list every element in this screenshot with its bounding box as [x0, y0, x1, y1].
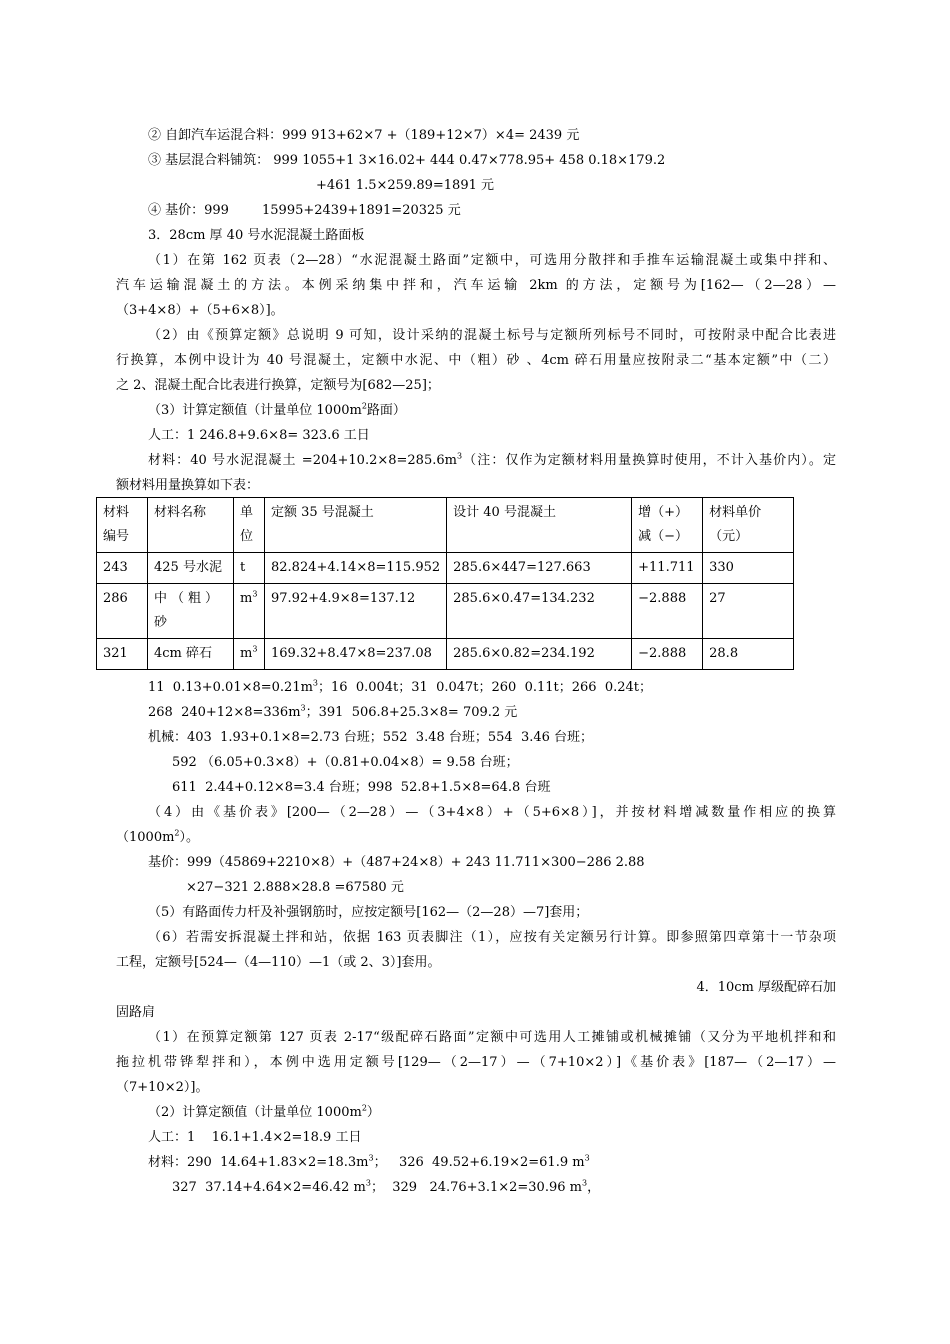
text-line: $(1000m^2)$。 [116, 828, 200, 845]
header-price: 材料单价（元） [703, 498, 794, 553]
text-line: 11 $0.13+0.01\times 8=0.21m^3$；16 0.004t；31 0.047t；260 0.11t；266 0.24t； [148, 678, 653, 695]
text-line: 基价：999（45869+2210×8）+（487+24×8）+ 243 11.711×300−286 2.88 [148, 855, 645, 870]
cell-quota35: 169.32+8.47×8=237.08 [265, 639, 447, 670]
text-line: ③ 基层混合料铺筑： 999 1055+1 3×16.02+ 444 0.47×778.95+ 458 0.18×179.2 [148, 153, 666, 168]
text-line: 之 2、混凝土配合比表进行换算，定额号为[682—25]； [116, 378, 440, 393]
text-line: +461 1.5×259.89=1891 元 [316, 178, 495, 193]
cell-delta: +11.711 [632, 553, 703, 584]
section-heading: 固路肩 [116, 1005, 156, 1020]
cell-design40: 285.6×0.47=134.232 [447, 584, 632, 639]
text-line: 327 37.14+4.64×2=46.42 $m^3$； 329 24.76+3.1×2=30.96 $m^3$， [172, 1178, 601, 1195]
text-line: （1）在预算定额第 127 页表 2-17“级配碎石路面”定额中可选用人工摊铺或机械摊铺（又分为平地机拌和和 [148, 1030, 836, 1045]
cell-quota35: 97.92+4.9×8=137.12 [265, 584, 447, 639]
cell-delta: −2.888 [632, 584, 703, 639]
cell-design40: 285.6×0.82=234.192 [447, 639, 632, 670]
section-heading: 3．28cm 厚 40 号水泥混凝土路面板 [148, 228, 365, 243]
cell-code: 243 [97, 553, 148, 584]
cell-quota35: 82.824+4.14×8=115.952 [265, 553, 447, 584]
header-name: 材料名称 [148, 498, 234, 553]
text-line: （1）在第 162 页表（2—28）“水泥混凝土路面”定额中，可选用分散拌和手推车运输混凝土或集中拌和、 [148, 253, 836, 268]
text-line: ② 自卸汽车运混合料：999 913+62×7 +（189+12×7）×4= 2439 元 [148, 128, 580, 143]
text-line: 人工：1 16.1+1.4×2=18.9 工日 [148, 1130, 362, 1145]
text-line: 额材料用量换算如下表： [116, 478, 260, 493]
table-row [97, 639, 794, 670]
header-code: 材料编号 [97, 498, 148, 553]
cell-code: 321 [97, 639, 148, 670]
text-line: （7+10×2）]。 [116, 1080, 209, 1095]
text-line: 材料：290 $14.64+1.83\times 2=18.3m^3$； 326 49.52+6.19×2=61.9 $m^3$ [148, 1153, 590, 1170]
cell-unit: t [234, 553, 265, 584]
cell-name: 425 号水泥 [148, 553, 234, 584]
text-line: 工程，定额号[524—（4—110）—1（或 2、3）]套用。 [116, 955, 441, 970]
text-line: 人工：1 246.8+9.6×8= 323.6 工日 [148, 428, 370, 443]
cell-name: 中（粗）砂 [148, 584, 234, 639]
cell-unit: $m^3$ [234, 584, 265, 639]
material-conversion-table [96, 497, 794, 670]
cell-price: 28.8 [703, 639, 794, 670]
header-quota35: 定额 35 号混凝土 [265, 498, 447, 553]
cell-price: 330 [703, 553, 794, 584]
table-row [97, 553, 794, 584]
text-line: （6）若需安拆混凝土拌和站，依据 163 页表脚注（1），应按有关定额另行计算。即参照第四章第十一节杂项 [148, 930, 836, 945]
text-line: （5）有路面传力杆及补强钢筋时，应按定额号[162—（2—28）—7]套用； [148, 905, 589, 920]
cell-delta: −2.888 [632, 639, 703, 670]
header-unit: 单位 [234, 498, 265, 553]
header-design40: 设计 40 号混凝土 [447, 498, 632, 553]
table-row [97, 584, 794, 639]
table-header-row [97, 498, 794, 553]
text-line: （2）计算定额值（计量单位 $1000m^2$） [148, 1103, 380, 1120]
text-line: （3）计算定额值（计量单位 $1000m^2$路面） [148, 401, 406, 418]
text-line: （2）由《预算定额》总说明 9 可知，设计采纳的混凝土标号与定额所列标号不同时，可按附录中配合比表进 [148, 328, 836, 343]
text-line: （4）由《基价表》[200—（2—28）—（3+4×8）+（5+6×8）]，并按材料增减数量作相应的换算 [148, 805, 836, 820]
text-line: 行换算，本例中设计为 40 号混凝土，定额中水泥、中（粗）砂 、4cm 碎石用量应按附录二“基本定额”中（二） [116, 353, 836, 368]
text-line: 拖拉机带铧犁拌和），本例中选用定额号[129—（2—17）—（7+10×2）]《基价表》[187—（2—17）— [116, 1055, 836, 1070]
cell-name: 4cm 碎石 [148, 639, 234, 670]
cell-design40: 285.6×447=127.663 [447, 553, 632, 584]
header-delta: 增（+）减（−） [632, 498, 703, 553]
text-line: 592 （6.05+0.3×8）+（0.81+0.04×8）= 9.58 台班； [172, 755, 519, 770]
text-line: ④ 基价：999 15995+2439+1891=20325 元 [148, 203, 461, 218]
cell-price: 27 [703, 584, 794, 639]
text-line: 机械：403 1.93+0.1×8=2.73 台班；552 3.48 台班；554 3.46 台班； [148, 730, 594, 745]
text-line: 268 $240+12\times 8=336m^3$；391 506.8+25.3×8= 709.2 元 [148, 703, 518, 720]
text-line: ×27−321 2.888×28.8 =67580 元 [186, 880, 404, 895]
text-line: 611 2.44+0.12×8=3.4 台班；998 52.8+1.5×8=64.8 台班 [172, 780, 551, 795]
text-line: 材料：40 号水泥混凝土 $=204+10.2\times 8=285.6m^3$（注：仅作为定额材料用量换算时使用，不计入基价内）。定 [148, 451, 836, 468]
text-line: 汽车运输混凝土的方法。本例采纳集中拌和，汽车运输 2km 的方法，定额号为[162—（2—28）— [116, 278, 836, 293]
cell-unit: $m^3$ [234, 639, 265, 670]
section-heading: 4．10cm 厚级配碎石加 [696, 980, 836, 995]
text-line: （3+4×8）+（5+6×8）]。 [116, 303, 284, 318]
cell-code: 286 [97, 584, 148, 639]
